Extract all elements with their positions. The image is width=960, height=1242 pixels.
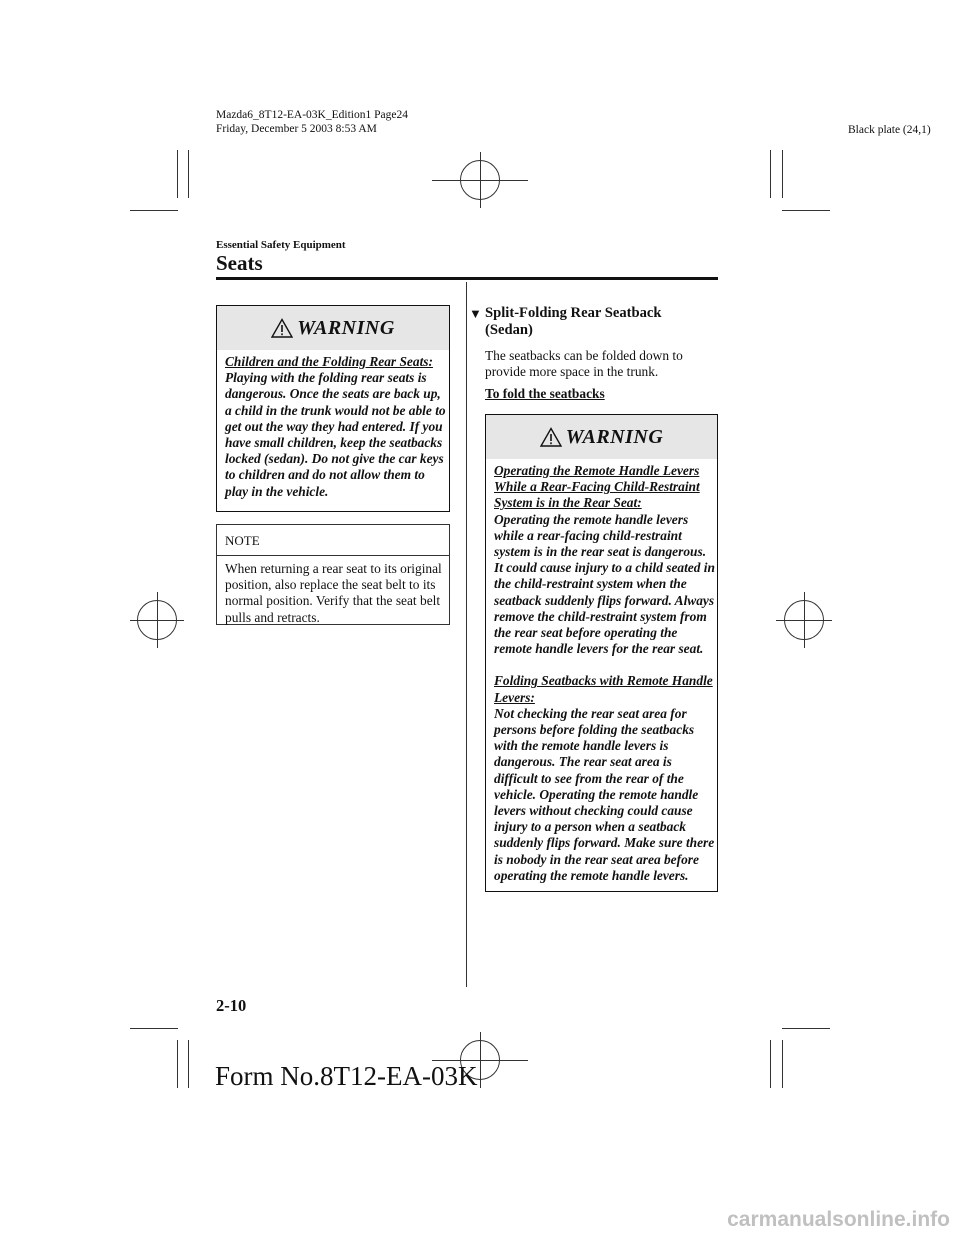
title-rule <box>216 277 718 280</box>
print-info-line1: Mazda6_8T12-EA-03K_Edition1 Page24 <box>216 109 408 121</box>
form-number: Form No.8T12-EA-03K <box>215 1061 478 1091</box>
warning-text-1: Operating the remote handle levers while a rear-facing child-restraint system is in the rear seat is dangerous. It could cause injury to a child seated in the child-restraint system when the seatback suddenly flips forward. Always remove the child-restraint system from the rear seat before operating the remote handle levers for the rear seat. <box>494 511 715 657</box>
triangle-bullet-icon: ▼ <box>469 306 482 321</box>
warning-triangle-icon <box>271 318 293 338</box>
fold-seatbacks-label: To fold the seatbacks <box>485 386 605 401</box>
subheading-text: Split-Folding Rear Seatback (Sedan) <box>485 305 662 338</box>
watermark: carmanualsonline.info <box>727 1208 950 1231</box>
warning-triangle-icon <box>540 427 562 447</box>
warning-text-2: Not checking the rear seat area for persons before folding the seatbacks with the remote handle levers is dangerous. The rear seat area is difficult to see from the rear of the vehicle. Operating the remote handle levers without checking could cause injury to a person when a seatback suddenly flips forward. Make sure there is nobody in the rear seat area before operating the remote handle levers. <box>494 705 715 883</box>
note-title: NOTE <box>217 525 449 556</box>
warning-text: Playing with the folding rear seats is dangerous. Once the seats are back up, a child in the trunk would not be able to get out the way they had entered. If you have small children, keep the seatbacks locked (sedan). Do not give the car keys to children and do not allow them to play in the vehicle. <box>225 370 446 499</box>
print-info-line2: Friday, December 5 2003 8:53 AM <box>216 123 377 135</box>
warning-heading-1: Operating the Remote Handle Levers While a Rear-Facing Child-Restraint System is in the Rear Seat: <box>494 463 700 511</box>
note-text: When returning a rear seat to its original position, also replace the seat belt to its normal position. Verify that the seat belt pulls and retracts. <box>225 561 442 625</box>
page-title: Seats <box>216 251 263 275</box>
subheading <box>469 305 719 339</box>
warning-header <box>217 306 449 350</box>
warning-header <box>486 415 717 459</box>
warning-label: WARNING <box>565 425 664 448</box>
warning-body <box>486 459 717 892</box>
warning-box-remote-levers <box>485 414 718 892</box>
page-number: 2-10 <box>216 996 247 1015</box>
section-kicker: Essential Safety Equipment <box>216 239 346 251</box>
note-box <box>216 524 450 625</box>
warning-body <box>217 350 449 508</box>
intro-paragraph: The seatbacks can be folded down to provide more space in the trunk. <box>485 348 683 380</box>
column-divider <box>466 282 467 987</box>
warning-heading: Children and the Folding Rear Seats: <box>225 354 433 369</box>
warning-box-children <box>216 305 450 512</box>
print-info <box>216 108 408 136</box>
plate-info: Black plate (24,1) <box>848 124 931 136</box>
warning-heading-2: Folding Seatbacks with Remote Handle Levers: <box>494 673 713 705</box>
warning-label: WARNING <box>297 316 395 339</box>
